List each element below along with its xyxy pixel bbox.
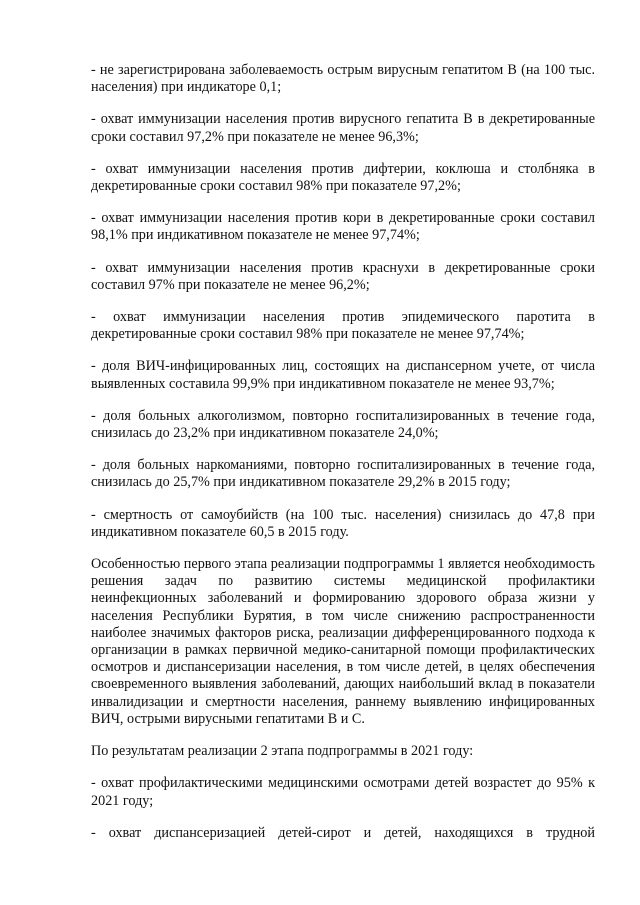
list-item-drug-addiction-hospitalization: - доля больных наркоманиями, повторно госпитализированных в течение года, снизилась до 25,7% при индикативном показателе 29,2% в 2015 году; — [91, 457, 595, 491]
list-item-rubella-immunization: - охват иммунизации населения против краснухи в декретированные сроки составил 97% при показателе не менее 96,2%; — [91, 259, 595, 293]
document-body — [91, 62, 595, 842]
paragraph-first-stage-features: Особенностью первого этапа реализации подпрограммы 1 является необходимость решения задач по развитию системы медицинской профилактики неинфекционных заболеваний и формированию здорового образа жизни у населения Республики Бурятия, в том числе снижению распространенности наиболее значимых факторов риска, реализации дифференцированного подхода к организации в рамках первичной медико-санитарной помощи профилактических осмотров и диспансеризации населения, в том числе детей, в целях обеспечения своевременного выявления заболеваний, дающих наибольший вклад в показатели инвалидизации и смертности населения, раннему выявлению инфицированных ВИЧ, острыми вирусными гепатитами В и С. — [91, 556, 595, 727]
paragraph-second-stage-results: По результатам реализации 2 этапа подпрограммы в 2021 году: — [91, 743, 474, 760]
list-item-hepatitis-b-incidence: - не зарегистрирована заболеваемость острым вирусным гепатитом В (на 100 тыс. населения) при индикаторе 0,1; — [91, 62, 595, 96]
list-item-children-checkups: - охват профилактическими медицинскими осмотрами детей возрастет до 95% к 2021 году; — [91, 775, 595, 809]
list-item-alcoholism-hospitalization: - доля больных алкоголизмом, повторно госпитализированных в течение года, снизилась до 23,2% при индикативном показателе 24,0%; — [91, 407, 595, 442]
list-item-mumps-immunization: - охват иммунизации населения против эпидемического паротита в декретированные сроки составил 98% при показателе не менее 97,74%; — [91, 309, 595, 343]
list-item-measles-immunization: - охват иммунизации населения против кори в декретированные сроки составил 98,1% при индикативном показателе не менее 97,74%; — [91, 210, 595, 244]
list-item-hiv-dispensary: - доля ВИЧ-инфицированных лиц, состоящих на диспансерном учете, от числа выявленных составила 99,9% при индикативном показателе не менее 93,7%; — [91, 358, 595, 392]
list-item-orphans-dispensary: - охват диспансеризацией детей-сирот и детей, находящихся в трудной — [91, 824, 595, 841]
list-item-hepatitis-b-immunization: - охват иммунизации населения против вирусного гепатита В в декретированные сроки составил 97,2% при показателе не менее 96,3%; — [91, 111, 595, 145]
list-item-suicide-mortality: - смертность от самоубийств (на 100 тыс. населения) снизилась до 47,8 при индикативном показателе 60,5 в 2015 году. — [91, 506, 595, 540]
list-item-dtp-immunization: - охват иммунизации населения против дифтерии, коклюша и столбняка в декретированные сроки составил 98% при показателе 97,2%; — [91, 160, 595, 195]
